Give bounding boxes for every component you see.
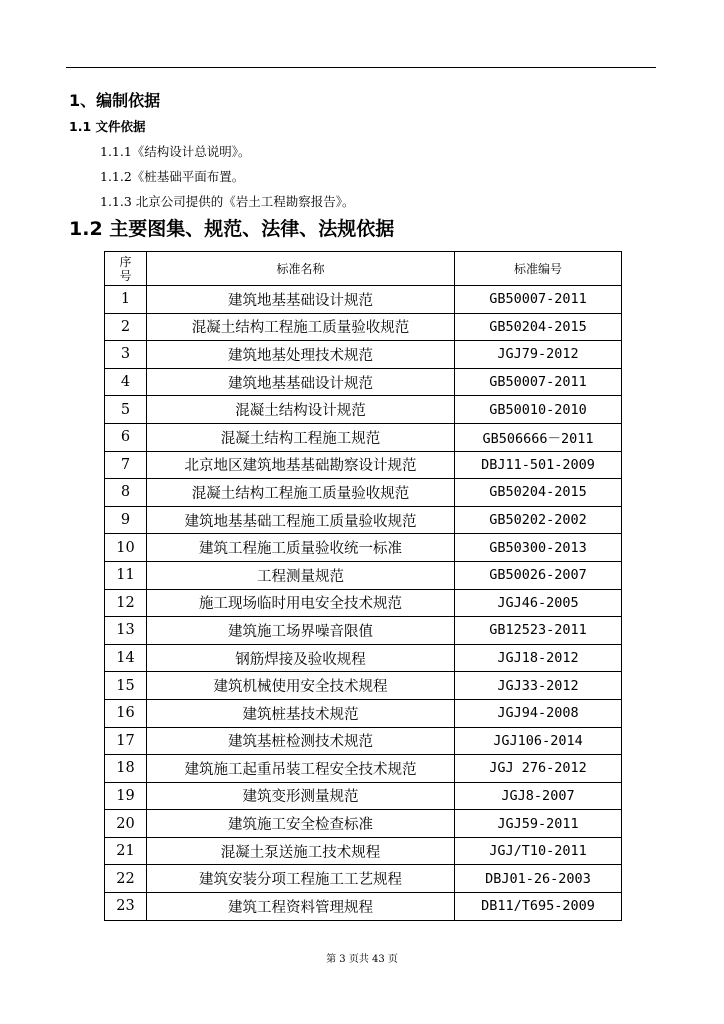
row-number-cell: 2 [105, 313, 147, 341]
standard-code-cell: JGJ46-2005 [455, 589, 622, 617]
standard-code-cell: JGJ18-2012 [455, 644, 622, 672]
row-number-cell: 14 [105, 644, 147, 672]
standard-code-cell: JGJ/T10-2011 [455, 837, 622, 865]
row-number-cell: 18 [105, 755, 147, 783]
table-row [105, 451, 622, 479]
table-row [105, 423, 622, 451]
standard-name-cell: 混凝土泵送施工技术规程 [147, 837, 455, 865]
table-header-row [105, 252, 622, 286]
standard-code-cell: GB50010-2010 [455, 396, 622, 424]
table-row [105, 479, 622, 507]
row-number-cell: 1 [105, 286, 147, 314]
standard-name-cell: 工程测量规范 [147, 561, 455, 589]
file-basis-item: 1.1.3 北京公司提供的《岩土工程勘察报告》。 [100, 194, 355, 209]
table-row [105, 506, 622, 534]
table-row [105, 368, 622, 396]
standard-name-cell: 建筑工程资料管理规程 [147, 893, 455, 921]
standard-code-cell: JGJ94-2008 [455, 699, 622, 727]
standard-name-cell: 建筑施工场界噪音限值 [147, 617, 455, 645]
row-number-cell: 19 [105, 782, 147, 810]
row-number-cell: 13 [105, 617, 147, 645]
standard-name-cell: 建筑地基基础工程施工质量验收规范 [147, 506, 455, 534]
standard-code-cell: GB50026-2007 [455, 561, 622, 589]
table-row [105, 810, 622, 838]
standard-name-cell: 建筑基桩检测技术规范 [147, 727, 455, 755]
row-number-cell: 12 [105, 589, 147, 617]
standard-name-cell: 混凝土结构设计规范 [147, 396, 455, 424]
table-row [105, 865, 622, 893]
standard-name-cell: 钢筋焊接及验收规程 [147, 644, 455, 672]
table-row [105, 755, 622, 783]
row-number-cell: 21 [105, 837, 147, 865]
standard-code-cell: JGJ59-2011 [455, 810, 622, 838]
table-row [105, 699, 622, 727]
standard-name-cell: 建筑安装分项工程施工工艺规程 [147, 865, 455, 893]
table-row [105, 313, 622, 341]
table-row [105, 396, 622, 424]
table-row [105, 589, 622, 617]
row-number-cell: 4 [105, 368, 147, 396]
table-row [105, 644, 622, 672]
table-row [105, 561, 622, 589]
file-basis-item: 1.1.2《桩基础平面布置。 [100, 169, 245, 184]
standard-code-cell: GB50204-2015 [455, 313, 622, 341]
standard-name-cell: 建筑变形测量规范 [147, 782, 455, 810]
standard-code-cell: GB50007-2011 [455, 368, 622, 396]
header-standard-name: 标准名称 [147, 252, 455, 286]
standard-code-cell: JGJ106-2014 [455, 727, 622, 755]
header-standard-code: 标准编号 [455, 252, 622, 286]
page-footer: 第 3 页共 43 页 [326, 954, 398, 965]
standard-code-cell: GB50204-2015 [455, 479, 622, 507]
row-number-cell: 3 [105, 341, 147, 369]
row-number-cell: 15 [105, 672, 147, 700]
standard-code-cell: GB50202-2002 [455, 506, 622, 534]
standard-name-cell: 建筑施工安全检查标准 [147, 810, 455, 838]
row-number-cell: 17 [105, 727, 147, 755]
table-row [105, 617, 622, 645]
standard-code-cell: JGJ8-2007 [455, 782, 622, 810]
row-number-cell: 22 [105, 865, 147, 893]
header-serial-no: 序 号 [105, 252, 147, 286]
header-rule [66, 67, 656, 68]
row-number-cell: 6 [105, 423, 147, 451]
standard-name-cell: 建筑地基基础设计规范 [147, 286, 455, 314]
table-row [105, 893, 622, 921]
standard-name-cell: 建筑工程施工质量验收统一标准 [147, 534, 455, 562]
table-row [105, 341, 622, 369]
standard-name-cell: 混凝土结构工程施工规范 [147, 423, 455, 451]
standard-code-cell: DBJ01-26-2003 [455, 865, 622, 893]
table-row [105, 727, 622, 755]
row-number-cell: 10 [105, 534, 147, 562]
standard-code-cell: JGJ79-2012 [455, 341, 622, 369]
standard-name-cell: 建筑地基基础设计规范 [147, 368, 455, 396]
row-number-cell: 16 [105, 699, 147, 727]
heading-file-basis: 1.1 文件依据 [69, 119, 146, 134]
standard-name-cell: 建筑桩基技术规范 [147, 699, 455, 727]
table-row [105, 534, 622, 562]
standard-code-cell: JGJ33-2012 [455, 672, 622, 700]
standard-name-cell: 建筑施工起重吊装工程安全技术规范 [147, 755, 455, 783]
standard-name-cell: 建筑机械使用安全技术规程 [147, 672, 455, 700]
row-number-cell: 11 [105, 561, 147, 589]
standard-name-cell: 混凝土结构工程施工质量验收规范 [147, 313, 455, 341]
heading-basis: 1、编制依据 [69, 91, 161, 110]
standard-name-cell: 北京地区建筑地基基础勘察设计规范 [147, 451, 455, 479]
row-number-cell: 23 [105, 893, 147, 921]
table-row [105, 782, 622, 810]
row-number-cell: 5 [105, 396, 147, 424]
standard-name-cell: 施工现场临时用电安全技术规范 [147, 589, 455, 617]
standards-table [104, 251, 622, 921]
standard-code-cell: DBJ11-501-2009 [455, 451, 622, 479]
row-number-cell: 20 [105, 810, 147, 838]
table-row [105, 286, 622, 314]
standard-code-cell: DB11/T695-2009 [455, 893, 622, 921]
standard-name-cell: 建筑地基处理技术规范 [147, 341, 455, 369]
standard-code-cell: GB12523-2011 [455, 617, 622, 645]
row-number-cell: 9 [105, 506, 147, 534]
standard-code-cell: GB50300-2013 [455, 534, 622, 562]
standard-code-cell: JGJ 276-2012 [455, 755, 622, 783]
standard-code-cell: GB506666－2011 [455, 423, 622, 451]
file-basis-item: 1.1.1《结构设计总说明》。 [100, 144, 251, 159]
row-number-cell: 7 [105, 451, 147, 479]
table-row [105, 837, 622, 865]
standard-name-cell: 混凝土结构工程施工质量验收规范 [147, 479, 455, 507]
row-number-cell: 8 [105, 479, 147, 507]
heading-standards: 1.2 主要图集、规范、法律、法规依据 [69, 218, 395, 240]
table-row [105, 672, 622, 700]
standard-code-cell: GB50007-2011 [455, 286, 622, 314]
